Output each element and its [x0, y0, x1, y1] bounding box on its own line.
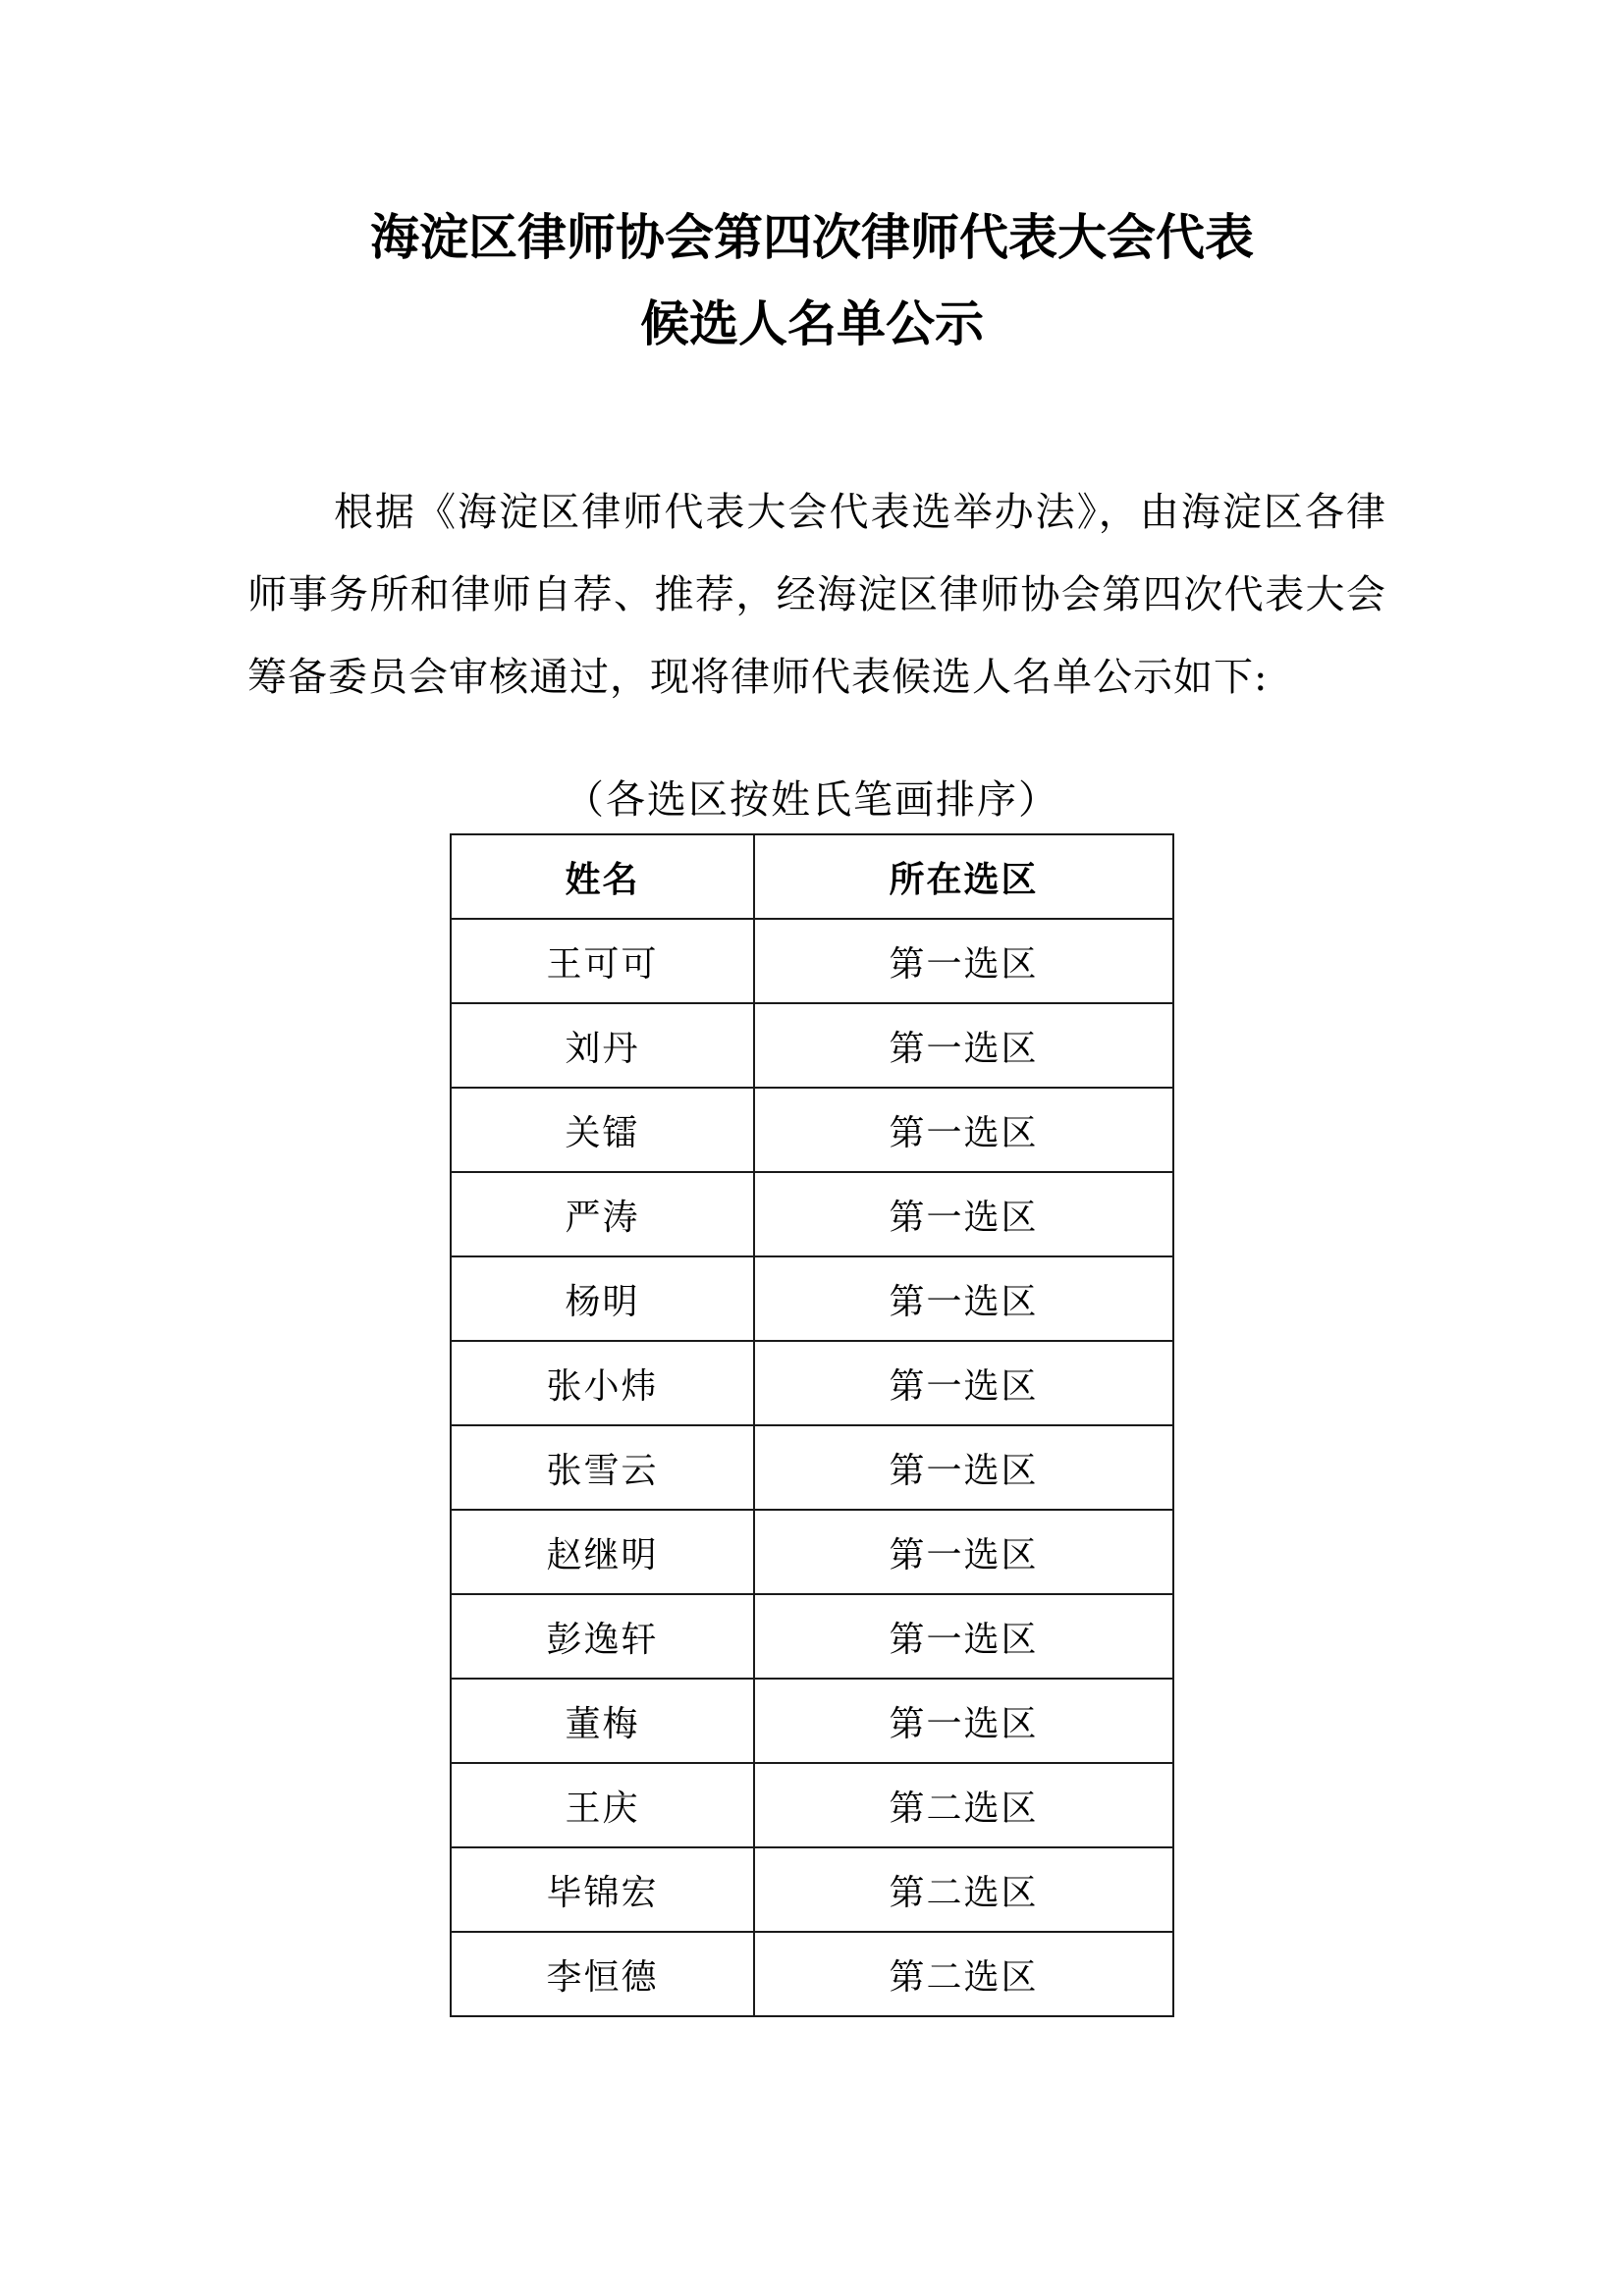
candidate-name: 毕锦宏: [451, 1847, 754, 1932]
candidate-name: 严涛: [451, 1172, 754, 1256]
header-name: 姓名: [451, 834, 754, 919]
candidate-district: 第一选区: [754, 1425, 1173, 1510]
table-row: [451, 1679, 1173, 1763]
candidate-name: 董梅: [451, 1679, 754, 1763]
candidate-name: 张小炜: [451, 1341, 754, 1425]
table-row: [451, 1003, 1173, 1088]
intro-paragraph: 根据《海淀区律师代表大会代表选举办法》，由海淀区各律师事务所和律师自荐、推荐，经海淀区律师协会第四次代表大会筹备委员会审核通过，现将律师代表候选人名单公示如下:: [247, 490, 1386, 700]
candidate-district: 第一选区: [754, 1003, 1173, 1088]
table-row: [451, 1425, 1173, 1510]
candidate-table: [450, 833, 1174, 2017]
candidate-name: 王可可: [451, 919, 754, 1003]
table-row: [451, 1763, 1173, 1847]
candidate-name: 王庆: [451, 1763, 754, 1847]
candidate-name: 关镭: [451, 1088, 754, 1172]
document-title-line-2: 候选人名单公示: [640, 294, 984, 352]
candidate-name: 杨明: [451, 1256, 754, 1341]
table-row: [451, 1510, 1173, 1594]
candidate-district: 第二选区: [754, 1847, 1173, 1932]
sorting-note: （各选区按姓氏笔画排序）: [565, 777, 1059, 823]
candidate-district: 第一选区: [754, 1088, 1173, 1172]
table-header-row: [451, 834, 1173, 919]
candidate-district: 第一选区: [754, 1594, 1173, 1679]
candidate-district: 第二选区: [754, 1763, 1173, 1847]
candidate-district: 第一选区: [754, 1256, 1173, 1341]
candidate-district: 第一选区: [754, 1679, 1173, 1763]
table-row: [451, 1847, 1173, 1932]
table-row: [451, 1594, 1173, 1679]
table-row: [451, 1088, 1173, 1172]
candidate-district: 第一选区: [754, 1341, 1173, 1425]
table-row: [451, 1341, 1173, 1425]
table-row: [451, 919, 1173, 1003]
candidate-name: 彭逸轩: [451, 1594, 754, 1679]
table-row: [451, 1172, 1173, 1256]
candidate-name: 刘丹: [451, 1003, 754, 1088]
header-district: 所在选区: [754, 834, 1173, 919]
candidate-name: 李恒德: [451, 1932, 754, 2016]
candidate-district: 第二选区: [754, 1932, 1173, 2016]
candidate-district: 第一选区: [754, 1510, 1173, 1594]
table-row: [451, 1932, 1173, 2016]
document-title-line-1: 海淀区律师协会第四次律师代表大会代表: [370, 208, 1254, 266]
table-row: [451, 1256, 1173, 1341]
candidate-name: 张雪云: [451, 1425, 754, 1510]
candidate-name: 赵继明: [451, 1510, 754, 1594]
candidate-district: 第一选区: [754, 919, 1173, 1003]
candidate-district: 第一选区: [754, 1172, 1173, 1256]
